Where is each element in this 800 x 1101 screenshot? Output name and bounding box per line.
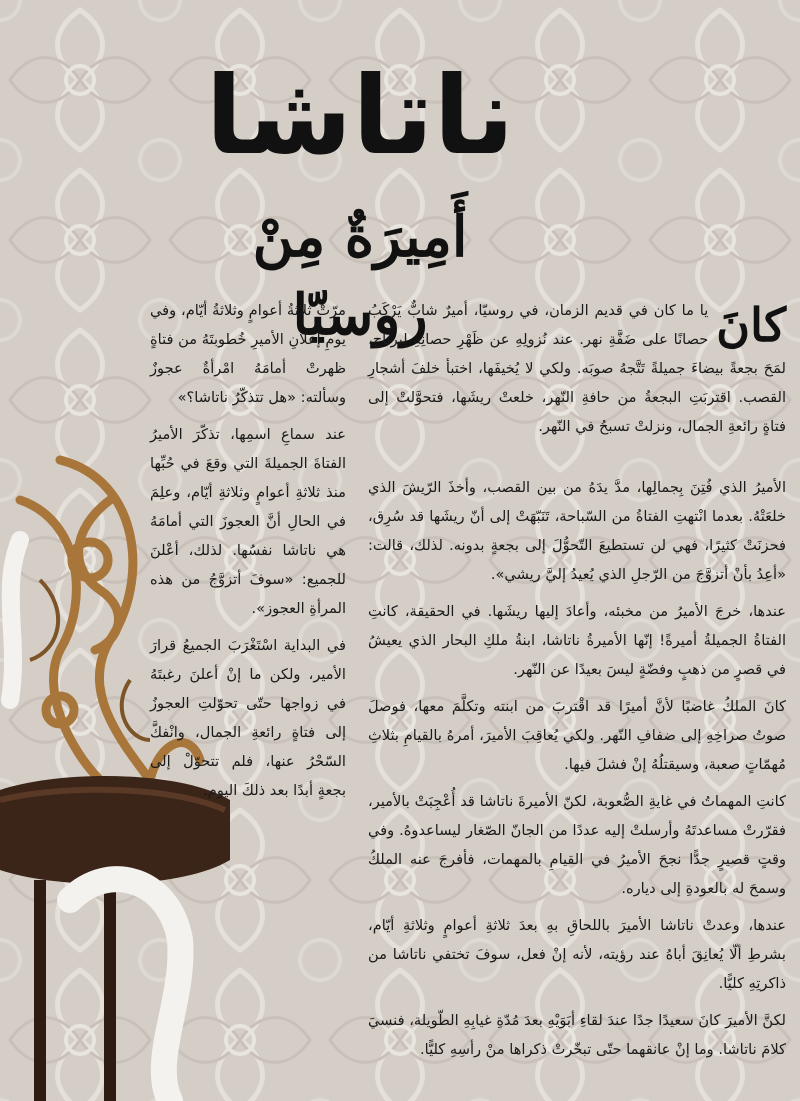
story-column-left	[150, 296, 346, 799]
article-subtitle: أَمِيرَةٌ مِنْ روسيّا	[252, 204, 468, 348]
drop-cap: كانَ	[716, 298, 786, 352]
story-paragraph: كانَ الملكُ غاضبًا لأنَّ أميرًا قد اقْتربَ من ابنته وتكلَّمَ معها، فوصلَ صوتُ صراخِهِ إلى ضفافِ النّهر. ولكي يُعاقِبَ الأميرَ، أمرهُ بالقيامِ بثلاثِ مُهمّاتٍ صعبة، وسيقتلُهُ إنْ فشلَ فيها.	[368, 698, 786, 773]
story-paragraph: عند سماعِ اسمِها، تذكّرَ الأميرُ الفتاةَ الجميلةَ التي وقعَ في حُبِّها منذ ثلاثةِ أعوامٍ وثلاثةِ أيّام، وعلِمَ في الحالِ أنَّ العجوزَ التي أمامَهُ هي ناتاشا نفسُها. لذلك، أعْلنَ للجميع: «سوفَ أتزوَّجُ من هذه المرأةِ العجوز».	[150, 426, 346, 617]
story-paragraph: في البداية اسْتَغْرَبَ الجميعُ قرارَ الأمير، ولكن ما إنْ أعلنَ رغبتَهُ في زواجها حتّى تحوّلتِ العجوزُ إلى فتاةٍ رائعةِ الجمال، وانْفكَّ السّحْرُ عنها، فلم تتحوّلْ إلى بجعةٍ أبدًا بعد ذلكَ اليوم.	[150, 637, 346, 799]
story-paragraph: كانتِ المهماتُ في غايةِ الصُّعوبة، لكنّ الأميرةَ ناتاشا قد أُعْجِبَتْ بالأمير، فقرّرتْ مساعدتَهُ وأرسلتْ إليه عددًا من الجانّ الصّغار ليساعدوهُ. وفي وقتٍ قصيرٍ جدًّا نجحَ الأميرُ في القيامِ بالمهمات، فأفرجَ عنه الملكُ وسمحَ له بالعودةِ إلى دياره.	[368, 793, 786, 897]
story-paragraph: مرّتْ ثلاثةُ أعوامٍ وثلاثةُ أيّام، وفي يومِ إعلانِ الأميرِ خُطوبتَهُ من فتاةٍ ظهرتْ أمامَهُ امْرأةٌ عجوزٌ وسألته: «هل تتذكّرُ ناتاشا؟»	[150, 302, 346, 406]
story-column-right	[368, 296, 786, 1096]
story-paragraph: لكنَّ الأميرَ كانَ سعيدًا جدًا عندَ لقاءِ أبَوَيْهِ بعدَ مُدّةِ غيابِهِ الطّويلة، فنسيَ كلامَ ناتاشا. وما إنْ عانقهما حتّى تبخّرتْ ذكراها منْ رأسِهِ كليًّا.	[368, 1012, 786, 1058]
story-paragraph: عندها، خرجَ الأميرُ من مخبئه، وأعادَ إليها ريشَها. في الحقيقة، كانتِ الفتاةُ الجميلةُ أميرةً! إنّها الأميرةُ ناتاشا، ابنةُ ملكِ البحار الذي يعيشُ في قصرٍ من ذهبٍ وفضّةٍ ليسَ بعيدًا عن النّهر.	[368, 603, 786, 678]
story-paragraph: يا ما كان في قديم الزمان، في روسيّا، أميرٌ شابٌّ يَرْكَبُ حصانًا على ضَفَّةِ نهر. عند نُزولِهِ عن ظَهْرِ حصانِهِ لِيرتاح، لمَحَ بجعةً بيضاءَ جميلةً تَتَّجهُ صوبَه. ولكي لا يُخيفَها، اختبأ خلفَ أشجارِ القصب. اقتربَتِ البجعةُ من حافةِ النّهر، خلعتْ ريشَها، فتحوَّلتْ إلى فتاةٍ رائعةِ الجمال، ونزلتْ تسبحُ في النّهر.	[368, 302, 786, 435]
article-title: ناتاشا	[205, 54, 515, 179]
story-paragraph: عندها، وعدتْ ناتاشا الأميرَ باللحاقِ بهِ بعدَ ثلاثةِ أعوامٍ وثلاثةِ أيّام، بشرطِ ألّا يُعانِقَ أباهُ عند رؤيته، لأنه إنْ فعل، سوفَ تختفي ناتاشا من ذاكرتِهِ كليًّا.	[368, 917, 786, 992]
story-paragraph: الأميرُ الذي فُتِنَ بِجمالِها، مدَّ يدَهُ من بين القصب، وأخذَ الرّيشَ الذي خلعَتْهُ. بعدما انْتهتِ الفتاةُ من السّباحة، تَنَبّهَتْ إلى أنّ ريشَها قد سُرِق، فحزنَتْ كثيرًا، فهي لن تستطيعَ التّحوُّلَ إلى بجعةٍ بدونه. لذلك، قالت: «أعِدُ بأنْ أتزوَّجَ من الرّجلِ الذي يُعيدُ إليَّ ريشي».	[368, 479, 786, 583]
